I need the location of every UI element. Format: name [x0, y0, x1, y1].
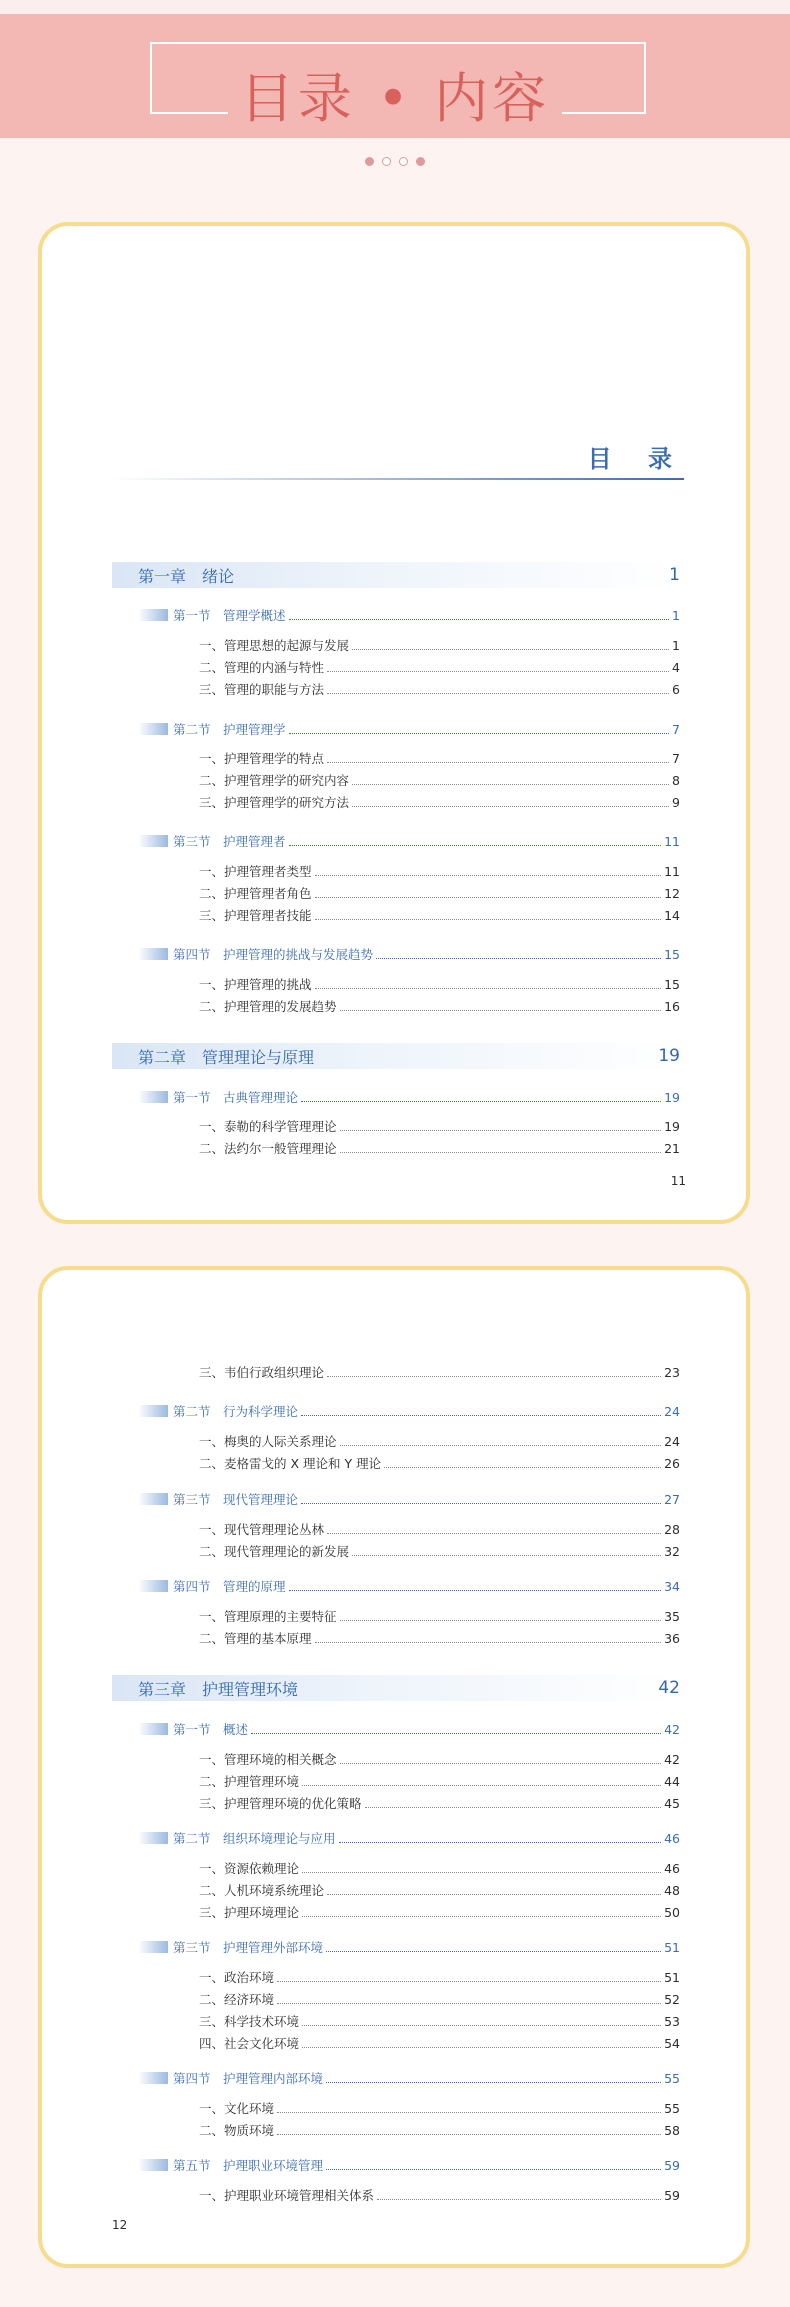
- section-marker-icon: [138, 1405, 168, 1417]
- toc-page-ref: 1: [672, 637, 680, 653]
- dot-leader: [327, 762, 669, 763]
- toc-item-row[interactable]: [199, 1542, 680, 1560]
- toc-label: 一、管理思想的起源与发展: [199, 638, 350, 653]
- toc-item-row[interactable]: [199, 1968, 680, 1986]
- toc-page-ref: 59: [664, 2157, 680, 2173]
- toc-page-ref: 53: [664, 2013, 680, 2029]
- toc-page-ref: 58: [664, 2122, 680, 2138]
- toc-label: 二、护理管理的发展趋势: [199, 999, 337, 1014]
- toc-page-ref: 51: [664, 1939, 680, 1955]
- top-strip: [0, 0, 790, 14]
- toc-item-row[interactable]: [199, 1881, 680, 1899]
- toc-item-row[interactable]: [199, 1903, 680, 1921]
- dot-leader: [326, 2169, 661, 2170]
- toc-page-ref: 36: [664, 1630, 680, 1646]
- toc-section-row[interactable]: [138, 1577, 680, 1595]
- toc-page-ref: 19: [664, 1089, 680, 1105]
- toc-page-ref: 4: [672, 659, 680, 675]
- toc-item-row[interactable]: [199, 1520, 680, 1538]
- toc-item-row[interactable]: [199, 2034, 680, 2052]
- dot-leader: [352, 806, 669, 807]
- toc-item-row[interactable]: [199, 1629, 680, 1647]
- toc-label: 二、物质环境: [199, 2123, 275, 2138]
- dot-leader: [384, 1467, 661, 1468]
- dot-leader: [327, 671, 669, 672]
- dot-leader: [315, 919, 662, 920]
- dot-leader: [352, 784, 669, 785]
- toc-item-row[interactable]: [199, 749, 680, 767]
- dot-leader: [352, 649, 669, 650]
- dot-leader: [327, 1533, 661, 1534]
- toc-page-ref: 34: [664, 1578, 680, 1594]
- section-marker-icon: [138, 2072, 168, 2084]
- toc-page-ref: 59: [664, 2187, 680, 2203]
- dot-leader: [302, 2025, 661, 2026]
- toc-page-ref: 21: [664, 1140, 680, 1156]
- toc-page-ref: 11: [664, 863, 680, 879]
- dot-leader: [340, 1620, 662, 1621]
- dot-leader: [327, 693, 669, 694]
- toc-page-ref: 54: [664, 2035, 680, 2051]
- section-marker-icon: [138, 1091, 168, 1103]
- toc-label: 第四节 护理管理内部环境: [173, 2071, 324, 2086]
- page-number: 11: [670, 1174, 686, 1188]
- toc-item-row[interactable]: [199, 862, 680, 880]
- section-marker-icon: [138, 1723, 168, 1735]
- toc-section-row[interactable]: [138, 945, 680, 963]
- header-banner: [0, 14, 790, 138]
- banner-underline-left: [150, 112, 228, 114]
- dot-leader: [302, 1916, 661, 1917]
- toc-page-ref: 42: [664, 1721, 680, 1737]
- heading-rule: [112, 478, 684, 480]
- toc-label: 二、护理管理环境: [199, 1774, 300, 1789]
- toc-label: 二、护理管理学的研究内容: [199, 773, 350, 788]
- toc-label: 一、政治环境: [199, 1970, 275, 1985]
- banner-underline-right: [562, 112, 646, 114]
- dot-leader: [302, 2047, 661, 2048]
- dot-leader: [289, 619, 670, 620]
- toc-page-ref: 26: [664, 1455, 680, 1471]
- dot-leader: [339, 1842, 662, 1843]
- toc-page-ref: 48: [664, 1882, 680, 1898]
- dot-leader: [277, 2112, 661, 2113]
- toc-item-row[interactable]: [199, 1139, 680, 1157]
- toc-label: 二、人机环境系统理论: [199, 1883, 325, 1898]
- toc-item-row[interactable]: [199, 1454, 680, 1472]
- toc-section-row[interactable]: [138, 2156, 680, 2174]
- toc-section-row[interactable]: [138, 832, 680, 850]
- toc-page-card-2: [38, 1266, 750, 2268]
- section-marker-icon: [138, 723, 168, 735]
- toc-page-ref: 27: [664, 1491, 680, 1507]
- toc-chapter-row[interactable]: [112, 1675, 680, 1701]
- toc-label: 一、泰勒的科学管理理论: [199, 1119, 337, 1134]
- toc-label: 第三节 现代管理理论: [173, 1492, 299, 1507]
- toc-page-ref: 32: [664, 1543, 680, 1559]
- dot-leader: [315, 1642, 662, 1643]
- dot-leader: [340, 1010, 662, 1011]
- toc-label: 二、现代管理理论的新发展: [199, 1544, 350, 1559]
- toc-label: 三、护理管理者技能: [199, 908, 312, 923]
- toc-label: 一、资源依赖理论: [199, 1861, 300, 1876]
- carousel-dot-1[interactable]: [365, 157, 374, 166]
- toc-page-ref: 14: [664, 907, 680, 923]
- toc-label: 一、文化环境: [199, 2101, 275, 2116]
- toc-label: 三、护理管理环境的优化策略: [199, 1796, 362, 1811]
- toc-page-ref: 11: [664, 833, 680, 849]
- toc-label: 一、现代管理理论丛林: [199, 1522, 325, 1537]
- toc-label: 第一节 古典管理理论: [173, 1090, 299, 1105]
- dot-leader: [315, 897, 662, 898]
- toc-label: 三、科学技术环境: [199, 2014, 300, 2029]
- toc-label: 一、护理管理者类型: [199, 864, 312, 879]
- toc-label: 一、护理管理学的特点: [199, 751, 325, 766]
- toc-page-ref: 15: [664, 946, 680, 962]
- toc-page-ref: 42: [664, 1751, 680, 1767]
- toc-item-row[interactable]: [199, 1607, 680, 1625]
- toc-page-ref: 42: [658, 1678, 680, 1698]
- dot-leader: [326, 2082, 661, 2083]
- toc-page-ref: 15: [664, 976, 680, 992]
- toc-section-row[interactable]: [138, 1490, 680, 1508]
- toc-item-row[interactable]: [199, 2121, 680, 2139]
- dot-leader: [340, 1152, 662, 1153]
- toc-page-ref: 55: [664, 2100, 680, 2116]
- toc-label: 一、护理管理的挑战: [199, 977, 312, 992]
- dot-leader: [340, 1763, 662, 1764]
- toc-section-row[interactable]: [138, 606, 680, 624]
- carousel-dot-2[interactable]: [382, 157, 391, 166]
- toc-page-ref: 35: [664, 1608, 680, 1624]
- toc-page-ref: 46: [664, 1830, 680, 1846]
- toc-page-ref: 55: [664, 2070, 680, 2086]
- toc-item-row[interactable]: [199, 636, 680, 654]
- toc-label: 二、管理的基本原理: [199, 1631, 312, 1646]
- toc-label: 一、管理原理的主要特征: [199, 1609, 337, 1624]
- carousel-dot-4[interactable]: [416, 157, 425, 166]
- toc-label: 一、梅奥的人际关系理论: [199, 1434, 337, 1449]
- dot-leader: [301, 1101, 661, 1102]
- toc-label: 第二章 管理理论与原理: [138, 1047, 315, 1067]
- section-marker-icon: [138, 835, 168, 847]
- toc-item-row[interactable]: [199, 884, 680, 902]
- toc-label: 第四节 护理管理的挑战与发展趋势: [173, 947, 374, 962]
- toc-section-row[interactable]: [138, 1402, 680, 1420]
- toc-item-row[interactable]: [199, 1363, 680, 1381]
- toc-section-row[interactable]: [138, 1720, 680, 1738]
- toc-label: 第三节 护理管理外部环境: [173, 1940, 324, 1955]
- toc-item-row[interactable]: [199, 658, 680, 676]
- toc-label: 第一章 绪论: [138, 566, 235, 586]
- toc-chapter-row[interactable]: [112, 1043, 680, 1069]
- dot-leader: [277, 2134, 661, 2135]
- toc-page-ref: 1: [669, 565, 680, 585]
- banner-title: [0, 64, 790, 134]
- toc-item-row[interactable]: [199, 1990, 680, 2008]
- dot-leader: [302, 1872, 661, 1873]
- toc-page-ref: 23: [664, 1364, 680, 1380]
- toc-label: 二、护理管理者角色: [199, 886, 312, 901]
- dot-leader: [326, 1951, 661, 1952]
- toc-label: 二、法约尔一般管理理论: [199, 1141, 337, 1156]
- section-marker-icon: [138, 1941, 168, 1953]
- toc-label: 三、护理管理学的研究方法: [199, 795, 350, 810]
- toc-item-row[interactable]: [199, 2186, 680, 2204]
- toc-item-row[interactable]: [199, 906, 680, 924]
- toc-section-row[interactable]: [138, 1088, 680, 1106]
- toc-section-row[interactable]: [138, 720, 680, 738]
- dot-leader: [340, 1445, 662, 1446]
- toc-chapter-row[interactable]: [112, 562, 680, 588]
- toc-label: 二、经济环境: [199, 1992, 275, 2007]
- dot-leader: [327, 1894, 661, 1895]
- toc-label: 一、管理环境的相关概念: [199, 1752, 337, 1767]
- toc-page-ref: 16: [664, 998, 680, 1014]
- toc-heading: 目 录: [587, 445, 686, 473]
- dot-leader: [315, 875, 662, 876]
- toc-page-ref: 24: [664, 1433, 680, 1449]
- dot-leader: [340, 1130, 662, 1131]
- carousel-dot-3[interactable]: [399, 157, 408, 166]
- toc-label: 三、护理环境理论: [199, 1905, 300, 1920]
- toc-page-ref: 19: [664, 1118, 680, 1134]
- toc-item-row[interactable]: [199, 771, 680, 789]
- toc-item-row[interactable]: [199, 1117, 680, 1135]
- toc-page-ref: 1: [672, 607, 680, 623]
- toc-page-ref: 52: [664, 1991, 680, 2007]
- toc-label: 第二节 组织环境理论与应用: [173, 1831, 336, 1846]
- toc-label: 三、韦伯行政组织理论: [199, 1365, 325, 1380]
- toc-item-row[interactable]: [199, 680, 680, 698]
- toc-label: 第三章 护理管理环境: [138, 1679, 299, 1699]
- carousel-dots[interactable]: [0, 157, 790, 166]
- dot-leader: [277, 1981, 661, 1982]
- toc-page-ref: 50: [664, 1904, 680, 1920]
- toc-page-ref: 28: [664, 1521, 680, 1537]
- dot-leader: [301, 1503, 661, 1504]
- toc-item-row[interactable]: [199, 1859, 680, 1877]
- toc-item-row[interactable]: [199, 793, 680, 811]
- dot-leader: [251, 1733, 661, 1734]
- toc-page-ref: 9: [672, 794, 680, 810]
- toc-label: 第一节 管理学概述: [173, 608, 286, 623]
- dot-leader: [289, 1590, 662, 1591]
- toc-page-ref: 6: [672, 681, 680, 697]
- toc-page-ref: 19: [658, 1046, 680, 1066]
- toc-label: 二、麦格雷戈的 X 理论和 Y 理论: [199, 1456, 382, 1471]
- toc-page-card-1: [38, 222, 750, 1224]
- dot-leader: [377, 2199, 661, 2200]
- dot-leader: [301, 1415, 661, 1416]
- dot-leader: [315, 988, 662, 989]
- section-marker-icon: [138, 2159, 168, 2171]
- section-marker-icon: [138, 609, 168, 621]
- dot-leader: [277, 2003, 661, 2004]
- dot-leader: [302, 1785, 661, 1786]
- dot-leader: [289, 733, 670, 734]
- toc-item-row[interactable]: [199, 975, 680, 993]
- toc-item-row[interactable]: [199, 1794, 680, 1812]
- toc-page-ref: 46: [664, 1860, 680, 1876]
- toc-page-ref: 7: [672, 750, 680, 766]
- toc-page-ref: 44: [664, 1773, 680, 1789]
- toc-page-ref: 24: [664, 1403, 680, 1419]
- dot-leader: [365, 1807, 662, 1808]
- toc-label: 第二节 护理管理学: [173, 722, 286, 737]
- toc-page-ref: 12: [664, 885, 680, 901]
- toc-section-row[interactable]: [138, 2069, 680, 2087]
- section-marker-icon: [138, 1832, 168, 1844]
- toc-section-row[interactable]: [138, 1829, 680, 1847]
- dot-leader: [327, 1376, 661, 1377]
- toc-item-row[interactable]: [199, 1432, 680, 1450]
- dot-leader: [376, 958, 661, 959]
- section-marker-icon: [138, 1493, 168, 1505]
- section-marker-icon: [138, 948, 168, 960]
- toc-label: 三、管理的职能与方法: [199, 682, 325, 697]
- toc-page-ref: 45: [664, 1795, 680, 1811]
- toc-item-row[interactable]: [199, 1750, 680, 1768]
- toc-label: 第一节 概述: [173, 1722, 249, 1737]
- toc-label: 二、管理的内涵与特性: [199, 660, 325, 675]
- toc-label: 第四节 管理的原理: [173, 1579, 286, 1594]
- toc-item-row[interactable]: [199, 997, 680, 1015]
- toc-item-row[interactable]: [199, 2099, 680, 2117]
- toc-label: 四、社会文化环境: [199, 2036, 300, 2051]
- section-marker-icon: [138, 1580, 168, 1592]
- toc-page-ref: 7: [672, 721, 680, 737]
- toc-label: 第三节 护理管理者: [173, 834, 286, 849]
- toc-label: 第五节 护理职业环境管理: [173, 2158, 324, 2173]
- dot-leader: [352, 1555, 661, 1556]
- toc-section-row[interactable]: [138, 1938, 680, 1956]
- toc-page-ref: 51: [664, 1969, 680, 1985]
- banner-title-text: 目录 • 内容: [228, 67, 562, 130]
- toc-label: 第二节 行为科学理论: [173, 1404, 299, 1419]
- page-number: 12: [112, 2218, 128, 2232]
- toc-item-row[interactable]: [199, 1772, 680, 1790]
- toc-page-ref: 8: [672, 772, 680, 788]
- dot-leader: [289, 845, 662, 846]
- toc-label: 一、护理职业环境管理相关体系: [199, 2188, 375, 2203]
- toc-item-row[interactable]: [199, 2012, 680, 2030]
